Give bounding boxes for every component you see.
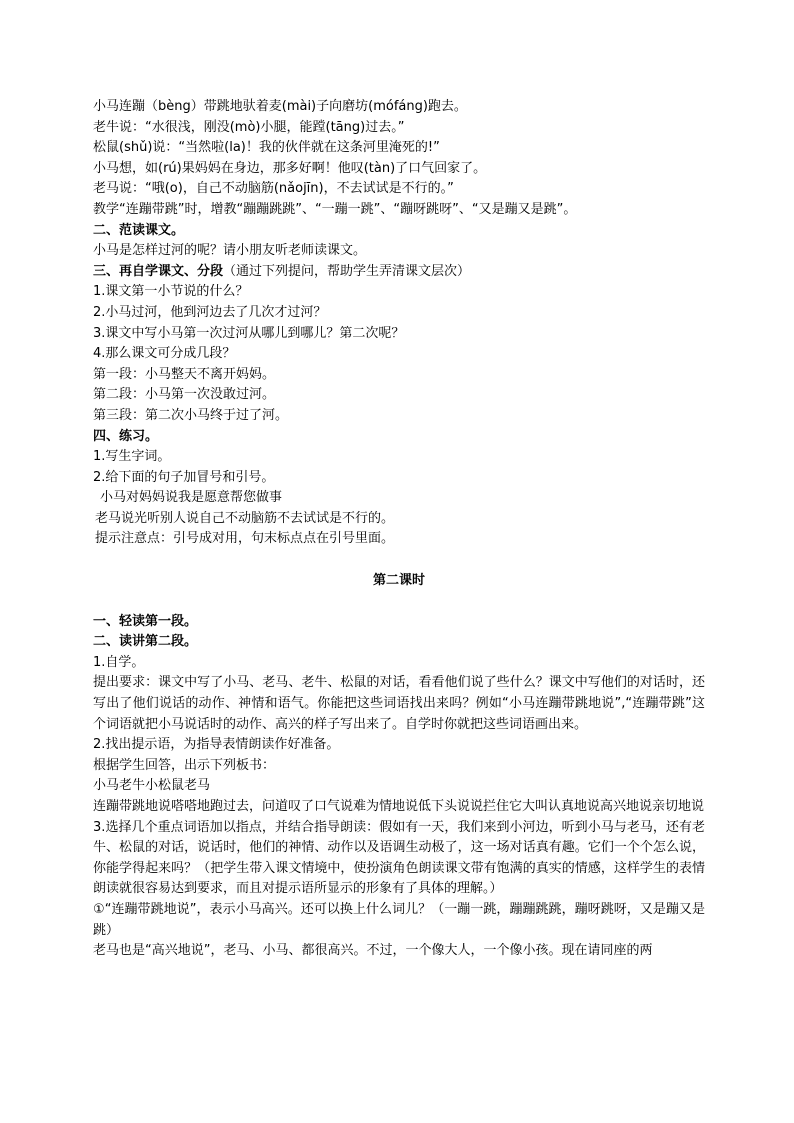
section-heading: 二、读讲第二段。 xyxy=(93,634,198,650)
exercise-sentence: 小马对妈妈说我是愿意帮您做事 xyxy=(100,490,283,506)
section-heading-row xyxy=(93,262,705,283)
text-line: 松鼠(shǔ)说：“当然啦(la)！我的伙伴就在这条河里淹死的!” xyxy=(93,140,440,156)
list-item: 第一段：小马整天不离开妈妈。 xyxy=(93,366,276,382)
section-heading: 一、轻读第一段。 xyxy=(93,613,198,629)
section-note: （通过下列提问，帮助学生弄清课文层次） xyxy=(223,263,471,279)
list-item: 1.自学。 xyxy=(93,654,145,670)
text-line: 小马连蹦（bèng）带跳地驮着麦(mài)子向磨坊(mófáng)跑去。 xyxy=(93,99,467,114)
paragraph: ①“连蹦带跳地说”，表示小马高兴。还可以换上什么词儿？（一蹦一跳，蹦蹦跳跳，蹦呀跳呀，又是蹦又是跳） xyxy=(93,901,705,938)
text-line: 老牛说：“水很浅，刚没(mò)小腿，能蹚(tāng)过去。” xyxy=(93,119,405,135)
board-text: 小马老牛小松鼠老马 xyxy=(93,778,211,794)
text-line: 小马是怎样过河的呢？请小朋友听老师读课文。 xyxy=(93,243,367,259)
board-text: 连蹦带跳地说嗒嗒地跑过去，问道叹了口气说难为情地说低下头说说拦住它大叫认真地说高兴地说亲切地说 xyxy=(93,799,705,814)
list-item: 4.那么课文可分成几段？ xyxy=(93,346,236,362)
list-item: 1.课文第一小节说的什么？ xyxy=(93,284,249,300)
text-line: 教学“连蹦带跳”时，增教“蹦蹦跳跳”、“一蹦一跳”、“蹦呀跳呀”、“又是蹦又是跳”。 xyxy=(93,201,577,217)
list-item: 2.找出提示语，为指导表情朗读作好准备。 xyxy=(93,737,340,753)
list-item: 第三段：第二次小马终于过了河。 xyxy=(93,407,289,423)
document-page xyxy=(93,97,705,962)
lesson-title: 第二课时 xyxy=(372,573,425,589)
paragraph: 老马也是“高兴地说”，老马、小马、都很高兴。不过，一个像大人，一个像小孩。现在请同座的两 xyxy=(93,943,653,959)
section-heading: 四、练习。 xyxy=(93,428,159,444)
text-line: 根据学生回答，出示下列板书： xyxy=(93,757,276,773)
list-item: 2.给下面的句子加冒号和引号。 xyxy=(93,469,275,485)
section-heading: 三、再自学课文、分段 xyxy=(93,263,224,279)
text-line: 小马想，如(rú)果妈妈在身边，那多好啊！他叹(tàn)了口气回家了。 xyxy=(93,160,487,176)
paragraph: 提出要求：课文中写了小马、老马、老牛、松鼠的对话，看看他们说了些什么？课文中写他们的对话时，还写出了他们说话的动作、神情和语气。你能把这些词语找出来吗？例如“小马连蹦带跳地说”,“连蹦带跳”这个词语就把小马说话时的动作、高兴的样子写出来了。自学时你就把这些词语画出来。 xyxy=(93,675,705,732)
text-line: 老马说：“哦(o)，自己不动脑筋(nǎojīn)，不去试试是不行的。” xyxy=(93,181,454,197)
list-item: 2.小马过河，他到河边去了几次才过河？ xyxy=(93,304,327,320)
list-item: 第二段：小马第一次没敢过河。 xyxy=(93,387,276,403)
tip-text: 提示注意点：引号成对用，句末标点点在引号里面。 xyxy=(95,531,395,547)
list-item: 3.课文中写小马第一次过河从哪儿到哪儿？第二次呢？ xyxy=(93,325,405,341)
paragraph: 3.选择几个重点词语加以指点，并结合指导朗读：假如有一天，我们来到小河边，听到小马与老马，还有老牛、松鼠的对话，说话时，他们的神情、动作以及语调生动极了，这一场对话真有趣。它们一个个怎么说，你能学得起来吗？（把学生带入课文情境中，使扮演角色朗读课文带有饱满的真实的情感，这样学生的表情朗读就很容易达到要求，而且对提示语所显示的形象有了具体的理解。） xyxy=(93,819,705,897)
exercise-sentence: 老马说光听别人说自己不动脑筋不去试试是不行的。 xyxy=(95,510,395,526)
section-heading: 二、范读课文。 xyxy=(93,222,185,238)
list-item: 1.写生字词。 xyxy=(93,449,171,465)
